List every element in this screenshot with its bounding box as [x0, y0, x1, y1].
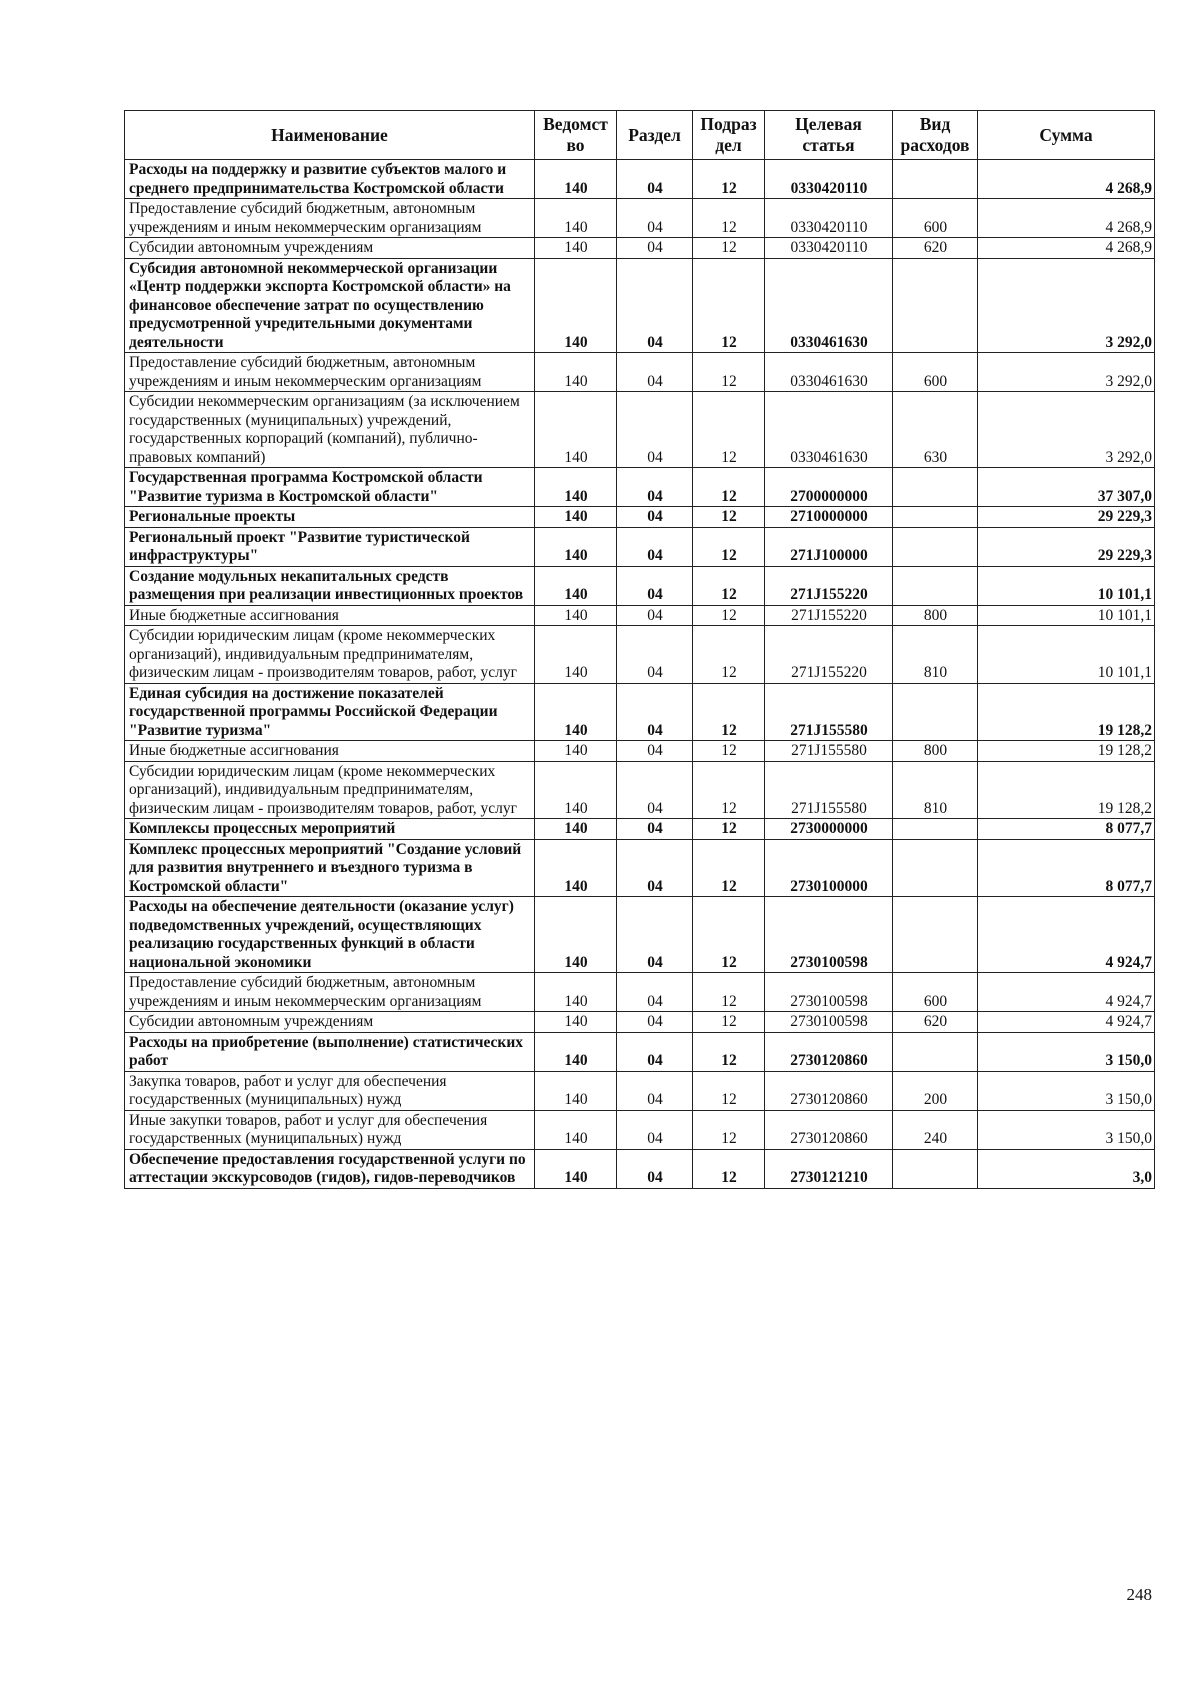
cell-podrazdel: 12 — [693, 839, 765, 897]
cell-summa: 19 128,2 — [978, 761, 1155, 819]
cell-celevaya-statya: 271J155220 — [765, 566, 893, 605]
cell-podrazdel: 12 — [693, 527, 765, 566]
cell-name: Субсидии юридическим лицам (кроме некоммерческих организаций), индивидуальным предпринимателям, физическим лицам - производителям товаров, работ, услуг — [125, 761, 535, 819]
cell-celevaya-statya: 271J155580 — [765, 741, 893, 762]
cell-name: Субсидии автономным учреждениям — [125, 1012, 535, 1033]
table-row — [125, 819, 1155, 840]
cell-razdel: 04 — [617, 392, 693, 468]
cell-vid-rashodov: 810 — [893, 761, 978, 819]
cell-vid-rashodov: 600 — [893, 973, 978, 1012]
cell-summa: 4 268,9 — [978, 199, 1155, 238]
cell-vid-rashodov: 200 — [893, 1071, 978, 1110]
cell-vedomstvo: 140 — [535, 1110, 617, 1149]
cell-razdel: 04 — [617, 1012, 693, 1033]
table-row — [125, 199, 1155, 238]
cell-razdel: 04 — [617, 626, 693, 684]
cell-name: Расходы на приобретение (выполнение) статистических работ — [125, 1032, 535, 1071]
cell-summa: 29 229,3 — [978, 527, 1155, 566]
cell-vid-rashodov: 630 — [893, 392, 978, 468]
cell-vid-rashodov: 800 — [893, 605, 978, 626]
cell-summa: 3 150,0 — [978, 1032, 1155, 1071]
header-razdel: Раздел — [617, 111, 693, 160]
cell-celevaya-statya: 2730100598 — [765, 897, 893, 973]
cell-vedomstvo: 140 — [535, 199, 617, 238]
cell-celevaya-statya: 0330420110 — [765, 199, 893, 238]
cell-celevaya-statya: 271J155220 — [765, 626, 893, 684]
cell-name: Региональный проект "Развитие туристической инфраструктуры" — [125, 527, 535, 566]
cell-vid-rashodov — [893, 258, 978, 353]
cell-name: Закупка товаров, работ и услуг для обеспечения государственных (муниципальных) нужд — [125, 1071, 535, 1110]
cell-podrazdel: 12 — [693, 1149, 765, 1188]
cell-vedomstvo: 140 — [535, 566, 617, 605]
cell-podrazdel: 12 — [693, 1012, 765, 1033]
cell-name: Иные бюджетные ассигнования — [125, 741, 535, 762]
cell-vedomstvo: 140 — [535, 1032, 617, 1071]
cell-celevaya-statya: 2730000000 — [765, 819, 893, 840]
cell-razdel: 04 — [617, 1032, 693, 1071]
cell-summa: 4 268,9 — [978, 160, 1155, 199]
cell-vid-rashodov — [893, 839, 978, 897]
cell-podrazdel: 12 — [693, 1032, 765, 1071]
cell-vedomstvo: 140 — [535, 1012, 617, 1033]
cell-summa: 3,0 — [978, 1149, 1155, 1188]
table-row — [125, 160, 1155, 199]
cell-vid-rashodov: 800 — [893, 741, 978, 762]
cell-name: Субсидии автономным учреждениям — [125, 238, 535, 259]
cell-summa: 29 229,3 — [978, 507, 1155, 528]
cell-name: Создание модульных некапитальных средств размещения при реализации инвестиционных проектов — [125, 566, 535, 605]
cell-razdel: 04 — [617, 160, 693, 199]
cell-summa: 4 924,7 — [978, 1012, 1155, 1033]
cell-razdel: 04 — [617, 761, 693, 819]
header-celevaya-statya: Целевая статья — [765, 111, 893, 160]
cell-summa: 10 101,1 — [978, 566, 1155, 605]
cell-name: Расходы на поддержку и развитие субъектов малого и среднего предпринимательства Костромской области — [125, 160, 535, 199]
cell-razdel: 04 — [617, 238, 693, 259]
table-row — [125, 897, 1155, 973]
table-row — [125, 507, 1155, 528]
cell-summa: 3 150,0 — [978, 1110, 1155, 1149]
cell-summa: 8 077,7 — [978, 819, 1155, 840]
cell-summa: 10 101,1 — [978, 626, 1155, 684]
cell-podrazdel: 12 — [693, 897, 765, 973]
header-summa: Сумма — [978, 111, 1155, 160]
cell-celevaya-statya: 0330420110 — [765, 238, 893, 259]
cell-vedomstvo: 140 — [535, 353, 617, 392]
cell-summa: 4 924,7 — [978, 897, 1155, 973]
cell-razdel: 04 — [617, 258, 693, 353]
cell-vid-rashodov — [893, 1032, 978, 1071]
table-row — [125, 605, 1155, 626]
cell-razdel: 04 — [617, 1071, 693, 1110]
table-row — [125, 527, 1155, 566]
cell-vid-rashodov — [893, 507, 978, 528]
cell-razdel: 04 — [617, 819, 693, 840]
header-podrazdel: Подраз дел — [693, 111, 765, 160]
cell-vedomstvo: 140 — [535, 605, 617, 626]
cell-razdel: 04 — [617, 897, 693, 973]
cell-vid-rashodov: 240 — [893, 1110, 978, 1149]
cell-vedomstvo: 140 — [535, 741, 617, 762]
cell-name: Обеспечение предоставления государственной услуги по аттестации экскурсоводов (гидов), гидов-переводчиков — [125, 1149, 535, 1188]
table-row — [125, 761, 1155, 819]
cell-summa: 37 307,0 — [978, 468, 1155, 507]
cell-vedomstvo: 140 — [535, 392, 617, 468]
table-row — [125, 1110, 1155, 1149]
cell-podrazdel: 12 — [693, 761, 765, 819]
table-row — [125, 1012, 1155, 1033]
cell-celevaya-statya: 2730100598 — [765, 973, 893, 1012]
table-row — [125, 839, 1155, 897]
cell-summa: 8 077,7 — [978, 839, 1155, 897]
cell-vid-rashodov — [893, 160, 978, 199]
cell-name: Региональные проекты — [125, 507, 535, 528]
cell-razdel: 04 — [617, 973, 693, 1012]
cell-podrazdel: 12 — [693, 605, 765, 626]
cell-summa: 3 292,0 — [978, 392, 1155, 468]
table-row — [125, 1149, 1155, 1188]
cell-podrazdel: 12 — [693, 258, 765, 353]
cell-celevaya-statya: 2730100598 — [765, 1012, 893, 1033]
cell-podrazdel: 12 — [693, 819, 765, 840]
cell-summa: 3 150,0 — [978, 1071, 1155, 1110]
table-row — [125, 353, 1155, 392]
cell-podrazdel: 12 — [693, 1110, 765, 1149]
table-row — [125, 468, 1155, 507]
cell-celevaya-statya: 2730120860 — [765, 1110, 893, 1149]
cell-summa: 3 292,0 — [978, 258, 1155, 353]
cell-vid-rashodov: 810 — [893, 626, 978, 684]
cell-razdel: 04 — [617, 839, 693, 897]
cell-podrazdel: 12 — [693, 160, 765, 199]
table-header-row — [125, 111, 1155, 160]
table-row — [125, 626, 1155, 684]
cell-razdel: 04 — [617, 468, 693, 507]
cell-vedomstvo: 140 — [535, 1071, 617, 1110]
cell-vid-rashodov — [893, 1149, 978, 1188]
cell-celevaya-statya: 271J100000 — [765, 527, 893, 566]
table-row — [125, 566, 1155, 605]
cell-razdel: 04 — [617, 527, 693, 566]
cell-podrazdel: 12 — [693, 683, 765, 741]
table-row — [125, 258, 1155, 353]
cell-vedomstvo: 140 — [535, 527, 617, 566]
table-row — [125, 238, 1155, 259]
cell-vedomstvo: 140 — [535, 897, 617, 973]
cell-celevaya-statya: 2730120860 — [765, 1032, 893, 1071]
table-row — [125, 973, 1155, 1012]
cell-podrazdel: 12 — [693, 353, 765, 392]
cell-podrazdel: 12 — [693, 238, 765, 259]
cell-name: Комплекс процессных мероприятий "Создание условий для развития внутреннего и въездного туризма в Костромской области" — [125, 839, 535, 897]
cell-celevaya-statya: 2730121210 — [765, 1149, 893, 1188]
cell-podrazdel: 12 — [693, 392, 765, 468]
cell-celevaya-statya: 271J155220 — [765, 605, 893, 626]
cell-celevaya-statya: 271J155580 — [765, 683, 893, 741]
cell-vid-rashodov: 620 — [893, 1012, 978, 1033]
cell-vid-rashodov: 620 — [893, 238, 978, 259]
cell-name: Иные бюджетные ассигнования — [125, 605, 535, 626]
cell-podrazdel: 12 — [693, 507, 765, 528]
cell-summa: 4 268,9 — [978, 238, 1155, 259]
cell-name: Расходы на обеспечение деятельности (оказание услуг) подведомственных учреждений, осуществляющих реализацию государственных функций в области национальной экономики — [125, 897, 535, 973]
cell-razdel: 04 — [617, 507, 693, 528]
cell-summa: 19 128,2 — [978, 683, 1155, 741]
cell-name: Предоставление субсидий бюджетным, автономным учреждениям и иным некоммерческим организациям — [125, 199, 535, 238]
header-name: Наименование — [125, 111, 535, 160]
cell-podrazdel: 12 — [693, 566, 765, 605]
header-vid-rashodov: Вид расходов — [893, 111, 978, 160]
cell-summa: 10 101,1 — [978, 605, 1155, 626]
table-row — [125, 1032, 1155, 1071]
cell-vid-rashodov — [893, 527, 978, 566]
cell-vid-rashodov — [893, 566, 978, 605]
cell-celevaya-statya: 2730100000 — [765, 839, 893, 897]
cell-vid-rashodov: 600 — [893, 199, 978, 238]
cell-vid-rashodov: 600 — [893, 353, 978, 392]
cell-name: Субсидии некоммерческим организациям (за исключением государственных (муниципальных) учреждений, государственных корпораций (компаний), публично-правовых компаний) — [125, 392, 535, 468]
cell-name: Комплексы процессных мероприятий — [125, 819, 535, 840]
cell-name: Предоставление субсидий бюджетным, автономным учреждениям и иным некоммерческим организациям — [125, 353, 535, 392]
table-row — [125, 1071, 1155, 1110]
cell-vedomstvo: 140 — [535, 761, 617, 819]
cell-podrazdel: 12 — [693, 468, 765, 507]
cell-razdel: 04 — [617, 199, 693, 238]
cell-razdel: 04 — [617, 1110, 693, 1149]
cell-name: Иные закупки товаров, работ и услуг для обеспечения государственных (муниципальных) нужд — [125, 1110, 535, 1149]
cell-celevaya-statya: 0330461630 — [765, 392, 893, 468]
cell-vedomstvo: 140 — [535, 839, 617, 897]
cell-razdel: 04 — [617, 353, 693, 392]
cell-podrazdel: 12 — [693, 626, 765, 684]
cell-celevaya-statya: 0330461630 — [765, 353, 893, 392]
cell-vedomstvo: 140 — [535, 258, 617, 353]
cell-vedomstvo: 140 — [535, 1149, 617, 1188]
cell-vid-rashodov — [893, 468, 978, 507]
table-row — [125, 741, 1155, 762]
cell-name: Субсидии юридическим лицам (кроме некоммерческих организаций), индивидуальным предпринимателям, физическим лицам - производителям товаров, работ, услуг — [125, 626, 535, 684]
cell-vedomstvo: 140 — [535, 683, 617, 741]
cell-vid-rashodov — [893, 683, 978, 741]
cell-celevaya-statya: 2700000000 — [765, 468, 893, 507]
cell-name: Предоставление субсидий бюджетным, автономным учреждениям и иным некоммерческим организациям — [125, 973, 535, 1012]
cell-razdel: 04 — [617, 741, 693, 762]
cell-celevaya-statya: 2730120860 — [765, 1071, 893, 1110]
cell-celevaya-statya: 2710000000 — [765, 507, 893, 528]
cell-podrazdel: 12 — [693, 973, 765, 1012]
cell-vedomstvo: 140 — [535, 468, 617, 507]
cell-vedomstvo: 140 — [535, 626, 617, 684]
cell-razdel: 04 — [617, 605, 693, 626]
cell-vid-rashodov — [893, 897, 978, 973]
cell-celevaya-statya: 0330461630 — [765, 258, 893, 353]
cell-podrazdel: 12 — [693, 741, 765, 762]
table-row — [125, 683, 1155, 741]
cell-vedomstvo: 140 — [535, 160, 617, 199]
header-vedomstvo: Ведомст во — [535, 111, 617, 160]
cell-celevaya-statya: 271J155580 — [765, 761, 893, 819]
cell-celevaya-statya: 0330420110 — [765, 160, 893, 199]
cell-razdel: 04 — [617, 1149, 693, 1188]
cell-razdel: 04 — [617, 566, 693, 605]
cell-name: Государственная программа Костромской области "Развитие туризма в Костромской области" — [125, 468, 535, 507]
cell-vedomstvo: 140 — [535, 238, 617, 259]
cell-name: Единая субсидия на достижение показателей государственной программы Российской Федерации "Развитие туризма" — [125, 683, 535, 741]
cell-summa: 3 292,0 — [978, 353, 1155, 392]
cell-vedomstvo: 140 — [535, 973, 617, 1012]
cell-podrazdel: 12 — [693, 1071, 765, 1110]
cell-summa: 19 128,2 — [978, 741, 1155, 762]
cell-vedomstvo: 140 — [535, 507, 617, 528]
budget-table — [124, 110, 1155, 1189]
cell-summa: 4 924,7 — [978, 973, 1155, 1012]
page-number: 248 — [1126, 1585, 1152, 1604]
cell-vid-rashodov — [893, 819, 978, 840]
table-row — [125, 392, 1155, 468]
cell-podrazdel: 12 — [693, 199, 765, 238]
cell-name: Субсидия автономной некоммерческой организации «Центр поддержки экспорта Костромской области» на финансовое обеспечение затрат по осуществлению предусмотренной учредительными документами деятельности — [125, 258, 535, 353]
cell-vedomstvo: 140 — [535, 819, 617, 840]
cell-razdel: 04 — [617, 683, 693, 741]
